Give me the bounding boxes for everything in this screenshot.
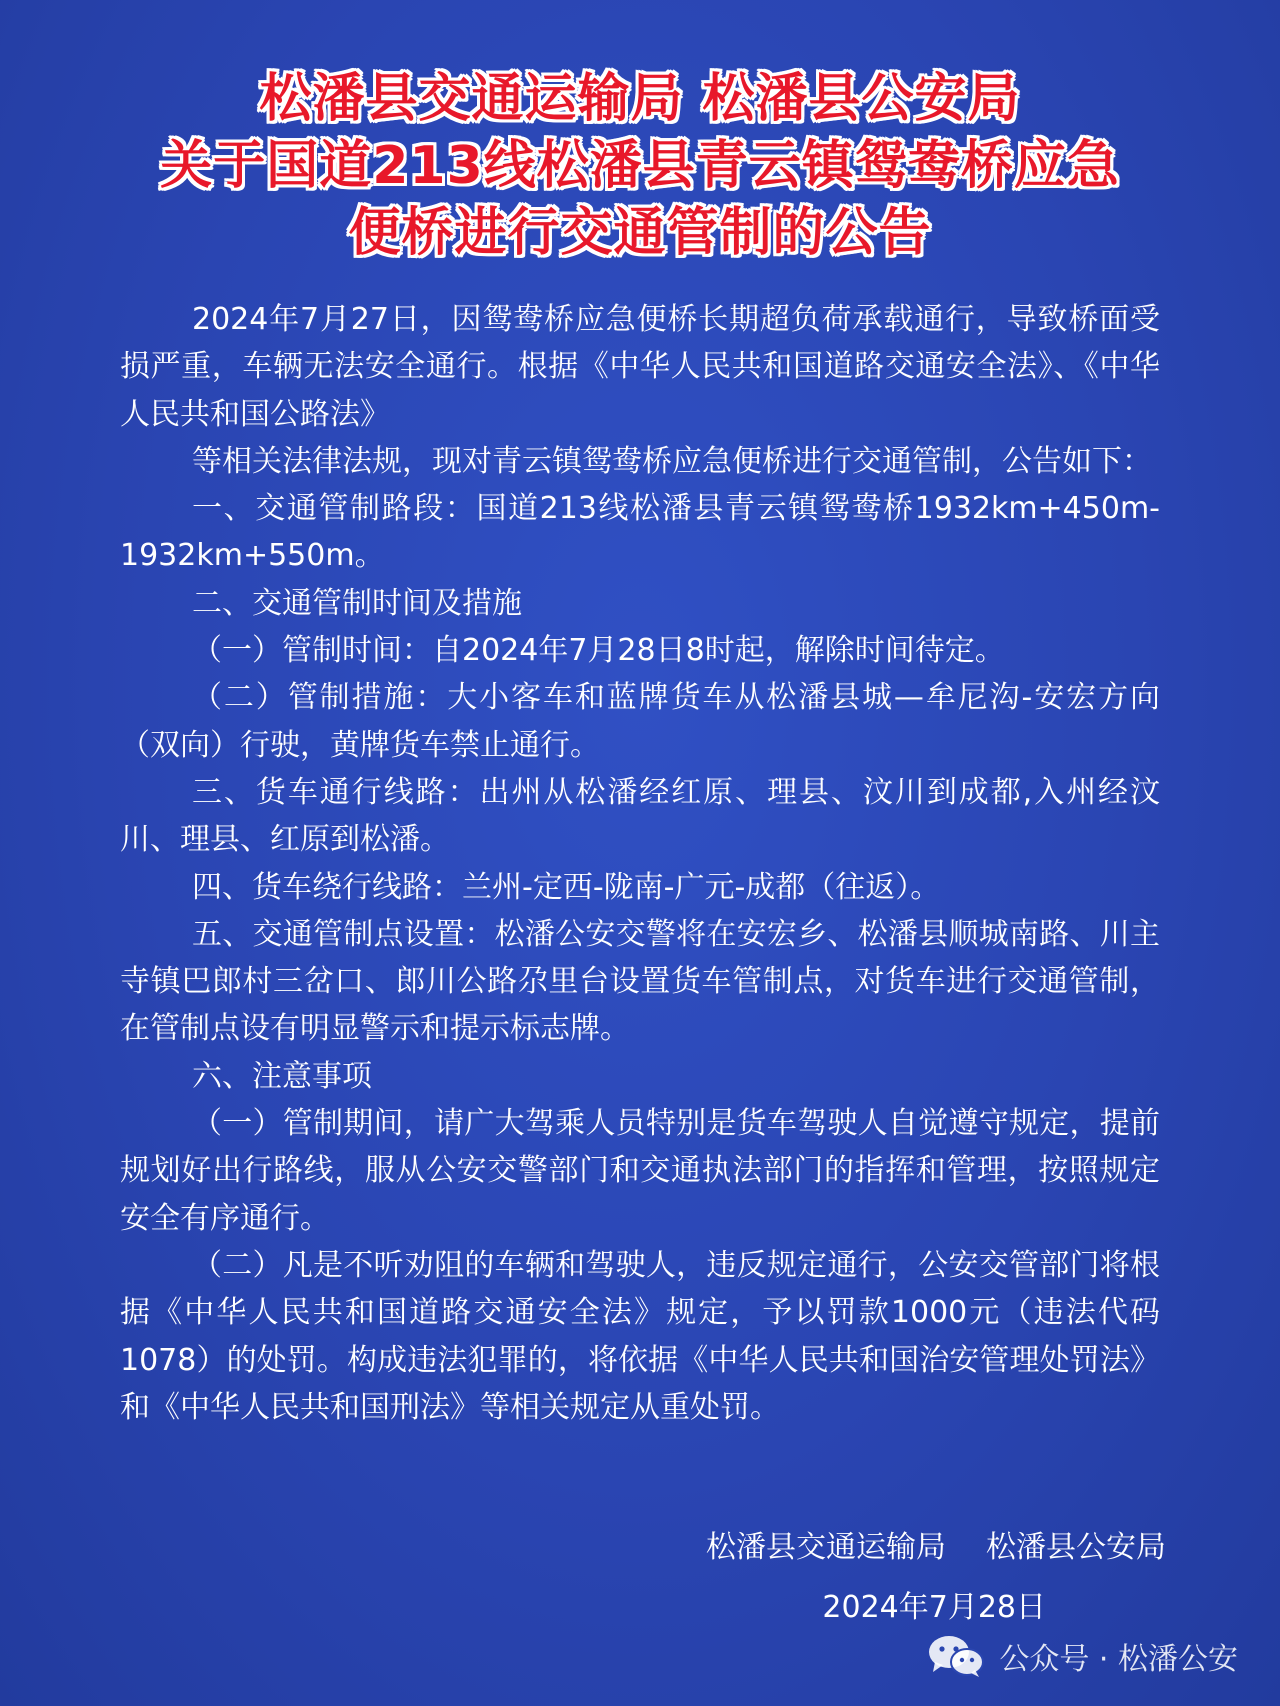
paragraph-section-2-2: （二）管制措施：大小客车和蓝牌货车从松潘县城—牟尼沟-安宏方向（双向）行驶，黄牌货车禁止通行。: [120, 680, 1160, 763]
signature-org-police: 松潘县公安局: [986, 1530, 1166, 1565]
paragraph-section-2: 二、交通管制时间及措施: [192, 585, 522, 621]
wechat-watermark: [927, 1632, 1238, 1680]
title-line-3: 便桥进行交通管制的公告: [348, 203, 932, 263]
paragraph-section-2-1: （一）管制时间：自2024年7月28日8时起，解除时间待定。: [192, 633, 1005, 669]
paragraph-section-5: 五、交通管制点设置：松潘公安交警将在安宏乡、松潘县顺城南路、川主寺镇巴郎村三岔口、郎川公路尕里台设置货车管制点，对货车进行交通管制，在管制点设有明显警示和提示标志牌。: [120, 916, 1160, 1047]
signature-org-transport: 松潘县交通运输局: [706, 1530, 946, 1565]
title-line-2: 关于国道213线松潘县青云镇鸳鸯桥应急: [160, 136, 1120, 196]
signature-orgs: [706, 1528, 1166, 1568]
paragraph-section-6-1: （一）管制期间，请广大驾乘人员特别是货车驾驶人自觉遵守规定，提前规划好出行路线，服从公安交警部门和交通执法部门的指挥和管理，按照规定安全有序通行。: [120, 1106, 1160, 1236]
paragraph-section-6-2: （二）凡是不听劝阻的车辆和驾驶人，违反规定通行，公安交管部门将根据《中华人民共和国道路交通安全法》规定，予以罚款1000元（违法代码1078）的处罚。构成违法犯罪的，将依据《中华人民共和国治安管理处罚法》和《中华人民共和国刑法》等相关规定从重处罚。: [120, 1247, 1160, 1425]
paragraph-section-3: 三、货车通行线路：出州从松潘经红原、理县、汶川到成都,入州经汶川、理县、红原到松潘。: [120, 774, 1160, 858]
notice-title: [0, 66, 1280, 267]
paragraph-intro-continued: 等相关法律法规，现对青云镇鸳鸯桥应急便桥进行交通管制，公告如下：: [192, 443, 1152, 479]
paragraph-section-6: 六、注意事项: [192, 1058, 372, 1094]
title-line-1: 松潘县交通运输局 松潘县公安局: [259, 69, 1021, 129]
wechat-icon: [927, 1634, 985, 1678]
paragraph-section-4: 四、货车绕行线路：兰州-定西-陇南-广元-成都（往返）。: [192, 869, 941, 905]
notice-body: [120, 296, 1160, 1431]
signature-date: 2024年7月28日: [822, 1590, 1046, 1625]
paragraph-intro: 2024年7月27日，因鸳鸯桥应急便桥长期超负荷承载通行，导致桥面受损严重，车辆无法安全通行。根据《中华人民共和国道路交通安全法》、《中华人民共和国公路法》: [120, 302, 1160, 432]
paragraph-section-1: 一、交通管制路段：国道213线松潘县青云镇鸳鸯桥1932km+450m-1932km+550m。: [120, 491, 1160, 574]
watermark-text: 公众号 · 松潘公安: [999, 1642, 1238, 1677]
